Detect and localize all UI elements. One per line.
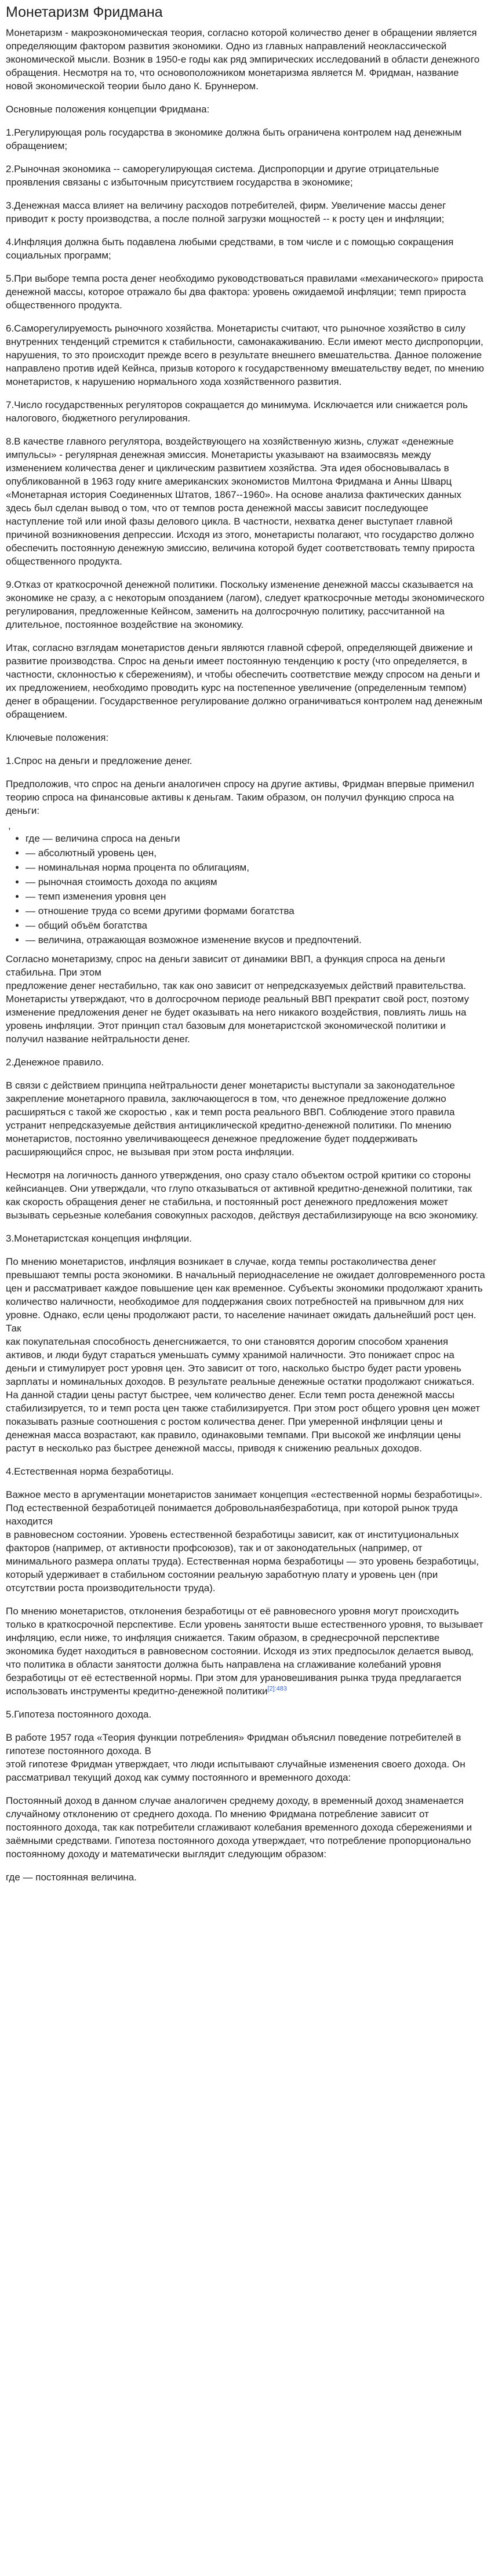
list-item: • — темп изменения уровня цен [26, 890, 485, 903]
paragraph-position-5: 5.При выборе темпа роста денег необходимо руководствоваться правилами «механического» прироста денежной массы, которое отражало бы два фактора: уровень ожидаемой инфляции; темп прироста общественного продукта. [6, 273, 483, 311]
paragraph-money-neutrality: Согласно монетаризму, спрос на деньги зависит от динамики ВВП, а функция спроса на деньги стабильна. При этом предложение денег нестабильно, так как оно зависит от непредсказуемых действий правительства. Монетаристы утверждают, что в долгосрочном периоде реальный ВВП прекратит свой рост, поэтому изменение предложения денег не будет оказывать на него никакого воздействия, повлиять лишь на уровень инфляции. Этот принцип стал базовым для монетаристской экономической политики и получил название нейтральности денег. [6, 954, 469, 1045]
section-heading-permanent-income: 5.Гипотеза постоянного дохода. [6, 1709, 152, 1720]
section-heading-natural-unemployment: 4.Естественная норма безработицы. [6, 1466, 174, 1477]
paragraph-money-rule: В связи с действием принципа нейтральности денег монетаристы выступали за законодательное закрепление монетарного правила, заключающегося в том, что денежное предложение должно расширяться с такой же скоростью , как и темп роста реального ВВП. Соблюдение этого правила устранит непредсказуемые действия антициклической кредитно-денежной политики. По мнению монетаристов, постоянно увеличивающееся денежное предложение будет поддерживать расширяющийся спрос, не вызывая при этом роста инфляции. [6, 1080, 455, 1158]
list-item: • где — величина спроса на деньги [26, 832, 485, 845]
paragraph-consumption-theory: В работе 1957 года «Теория функции потребления» Фридман объяснил поведение потребителей в гипотезе постоянного дохода. В этой гипотезе Фридман утверждает, что люди испытывают случайные изменения своего дохода. Он рассматривал текущий доход как сумму постоянного и временного дохода: [6, 1732, 465, 1783]
paragraph-text: По мнению монетаристов, отклонения безработицы от её равновесного уровня могут происходить только в краткосрочной перспективе. Если уровень занятости выше естественного уровня, то вызывает инфляцию, если ниже, то инфляция снижается. Таким образом, в среднесрочной перспективе экономика будет находиться в равновесном состоянии. Исходя из этих предпосылок делается вывод, что политика в области занятости должна быть направлена на сглаживание колебаний уровня безработицы от её естественной нормы. При этом для урановешивания рынка труда предлагается использовать инструменты кредитно-денежной политики [6, 1606, 483, 1697]
list-item: • — отношение труда со всеми другими формами богатства [26, 904, 485, 918]
paragraph-unemployment-deviations [6, 1604, 485, 1698]
paragraph-position-4: 4.Инфляция должна быть подавлена любыми средствами, в том числе и с помощью сокращения социальных программ; [6, 237, 454, 261]
stray-comma: , [8, 820, 11, 831]
paragraph-position-7: 7.Число государственных регуляторов сокращается до минимума. Исключается или снижается роль налогового, бюджетного регулирования. [6, 399, 468, 424]
footnote-reference[interactable]: [2]:483 [267, 1685, 288, 1693]
page-title: Монетаризм Фридмана [6, 4, 163, 20]
paragraph-keynesian-critique: Несмотря на логичность данного утверждения, оно сразу стало объектом острой критики со стороны кейнсианцев. Они утверждали, что глупо отказываться от активной кредитно-денежной политики, так как скорость обращения денег не стабильна, и постоянный рост денежного предложения может вызывать серьезные колебания совокупных расходов, действуя дестабилизирующе на всю экономику. [6, 1170, 478, 1221]
intro-paragraph: Монетаризм - макроэкономическая теория, согласно которой количество денег в обращении является определяющим фактором развития экономики. Одно из главных направлений неоклассической экономической мысли. Возник в 1950-е годы как ряд эмпирических исследований в области денежного обращения. Несмотря на то, что основоположником монетаризма является М. Фридман, название новой экономической теории было дано К. Бруннером. [6, 27, 480, 92]
paragraph-position-9: 9.Отказ от краткосрочной денежной политики. Поскольку изменение денежной массы сказывается на экономике не сразу, а с некоторым опозданием (лагом), следует краткосрочные методы экономического регулирования, предложенные Кейнсом, заменить на долгосрочную политику, рассчитанной на длительное, постоянное воздействие на экономику. [6, 579, 485, 630]
variable-definitions-list [6, 832, 485, 947]
list-item: • — абсолютный уровень цен, [26, 846, 485, 860]
paragraph-position-3: 3.Денежная масса влияет на величину расходов потребителей, фирм. Увеличение массы денег приводит к росту производства, а после полной загрузки мощностей -- к росту цен и инфляции; [6, 200, 446, 224]
paragraph-position-1: 1.Регулирующая роль государства в экономике должна быть ограничена контролем над денежным обращением; [6, 127, 462, 151]
paragraph-main-positions-heading: Основные положения концепции Фридмана: [6, 104, 210, 115]
paragraph-position-8: 8.В качестве главного регулятора, воздействующего на хозяйственную жизнь, служат «денежные импульсы» - регулярная денежная эмиссия. Монетаристы указывают на взаимосвязь между изменением количества денег и циклическим развитием хозяйства. Эта идея обосновывалась в опубликованной в 1963 году книге американских экономистов Милтона Фридмана и Анны Шварц «Монетарная история Соединенных Штатов, 1867--1960». На основе анализа фактических данных здесь был сделан вывод о том, что от темпов роста денежной массы зависит последующее наступление той или иной фазы делового цикла. В частности, нехватка денег выступает главной причиной возникновения депрессии. Исходя из этого, монетаристы полагают, что государство должно обеспечить постоянную денежную эмиссию, величина которой будет соответствовать темпу прироста общественного продукта. [6, 436, 475, 567]
list-item: • — общий объём богатства [26, 919, 485, 932]
list-item: • — рыночная стоимость дохода по акциям [26, 875, 485, 889]
paragraph-summary: Итак, согласно взглядам монетаристов деньги являются главной сферой, определяющей движение и развитие производства. Спрос на деньги имеет постоянную тенденцию к росту (что определяется, в частности, склонностью к сбережениям), и чтобы обеспечить соответствие между спросом на деньги и их предложением, необходимо проводить курс на постепенное увеличение (определенным темпом) денег в обращении. Государственное регулирование должно ограничиваться контролем над денежным обращением. [6, 642, 483, 720]
section-heading-inflation: 3.Монетаристская концепция инфляции. [6, 1233, 192, 1244]
paragraph-money-demand-function: Предположив, что спрос на деньги аналогичен спросу на другие активы, Фридман впервые применил теорию спроса на финансовые активы к деньгам. Таким образом, он получил функцию спроса на деньги: [6, 778, 474, 816]
section-heading-money-demand: 1.Спрос на деньги и предложение денег. [6, 755, 192, 766]
section-heading-money-rule: 2.Денежное правило. [6, 1057, 104, 1068]
list-item: • — номинальная норма процента по облигациям, [26, 861, 485, 874]
paragraph-natural-unemployment: Важное место в аргументации монетаристов занимает концепция «естественной нормы безработицы». Под естественной безработицей понимается добровольнаябезработица, при которой рынок труда находится в равновесном состоянии. Уровень естественной безработицы зависит, как от институциональных факторов (например, от активности профсоюзов), так и от законодательных (например, от минимального размера оплаты труда). Естественная норма безработицы — это уровень безработицы, который удерживает в стабильном состоянии реальную заработную плату и уровень цен (при отсутствии роста производительности труда). [6, 1489, 483, 1593]
paragraph-inflation: По мнению монетаристов, инфляция возникает в случае, когда темпы ростаколичества денег превышают темпы роста экономики. В начальный периоднаселение не ожидает долговременного роста цен и рассматривает каждое повышение цен как временное. Субъекты экономики продолжают хранить количество наличности, необходимое для поддержания своих потребностей на привычном для них уровне. Однако, если цены продолжают расти, то население начинает ожидать дальнейший рост цен. Так как покупательная способность денегснижается, то они становятся дорогим способом хранения активов, и люди будут стараться уменьшать сумму хранимой наличности. Это понижает спрос на деньги и стимулирует рост уровня цен. Это зависит от того, насколько быстро будет расти уровень зарплаты и номинальных доходов. В результате реальные денежные остатки продолжают снижаться. На данной стадии цены растут быстрее, чем количество денег. Если темп роста денежной массы стабилизируется, то и темп роста цен также стабилизируется. При этом рост общего уровня цен может показывать разные соотношения с ростом количества денег. При умеренной инфляции цены и денежная масса возрастают, как правило, одинаковыми темпами. При высокой же инфляции цены растут в несколько раз быстрее денежной массы, приводя к снижению реальных доходов. [6, 1256, 485, 1454]
list-item: • — величина, отражающая возможное изменение вкусов и предпочтений. [26, 933, 485, 947]
paragraph-position-2: 2.Рыночная экономика -- саморегулирующая система. Диспропорции и другие отрицательные проявления связаны с избыточным присутствием государства в экономике; [6, 163, 439, 188]
paragraph-permanent-income: Постоянный доход в данном случае аналогичен среднему доходу, в временный доход знаменается случайному отклонению от среднего дохода. По мнению Фридмана потребление зависит от постоянного дохода, так как потребители сглаживают колебания временного дохода сбережениями и заёмными средствами. Гипотеза постоянного дохода утверждает, что потребление пропорционально постоянному доходу и математически выглядит следующим образом: [6, 1795, 472, 1860]
paragraph-constant-definition: где — постоянная величина. [6, 1872, 137, 1883]
paragraph-key-positions-heading: Ключевые положения: [6, 732, 109, 743]
paragraph-position-6: 6.Саморегулируемость рыночного хозяйства. Монетаристы считают, что рыночное хозяйство в силу внутренних тенденций стремится к стабильности, самонакаживанию. Если имеют место диспропорции, нарушения, то это происходит прежде всего в результате внешнего вмешательства. Данное положение направлено против идей Кейнса, призыв которого к государственному вмешательству ведет, по мнению монетаристов, к нарушению нормального хода хозяйственного развития. [6, 323, 485, 387]
